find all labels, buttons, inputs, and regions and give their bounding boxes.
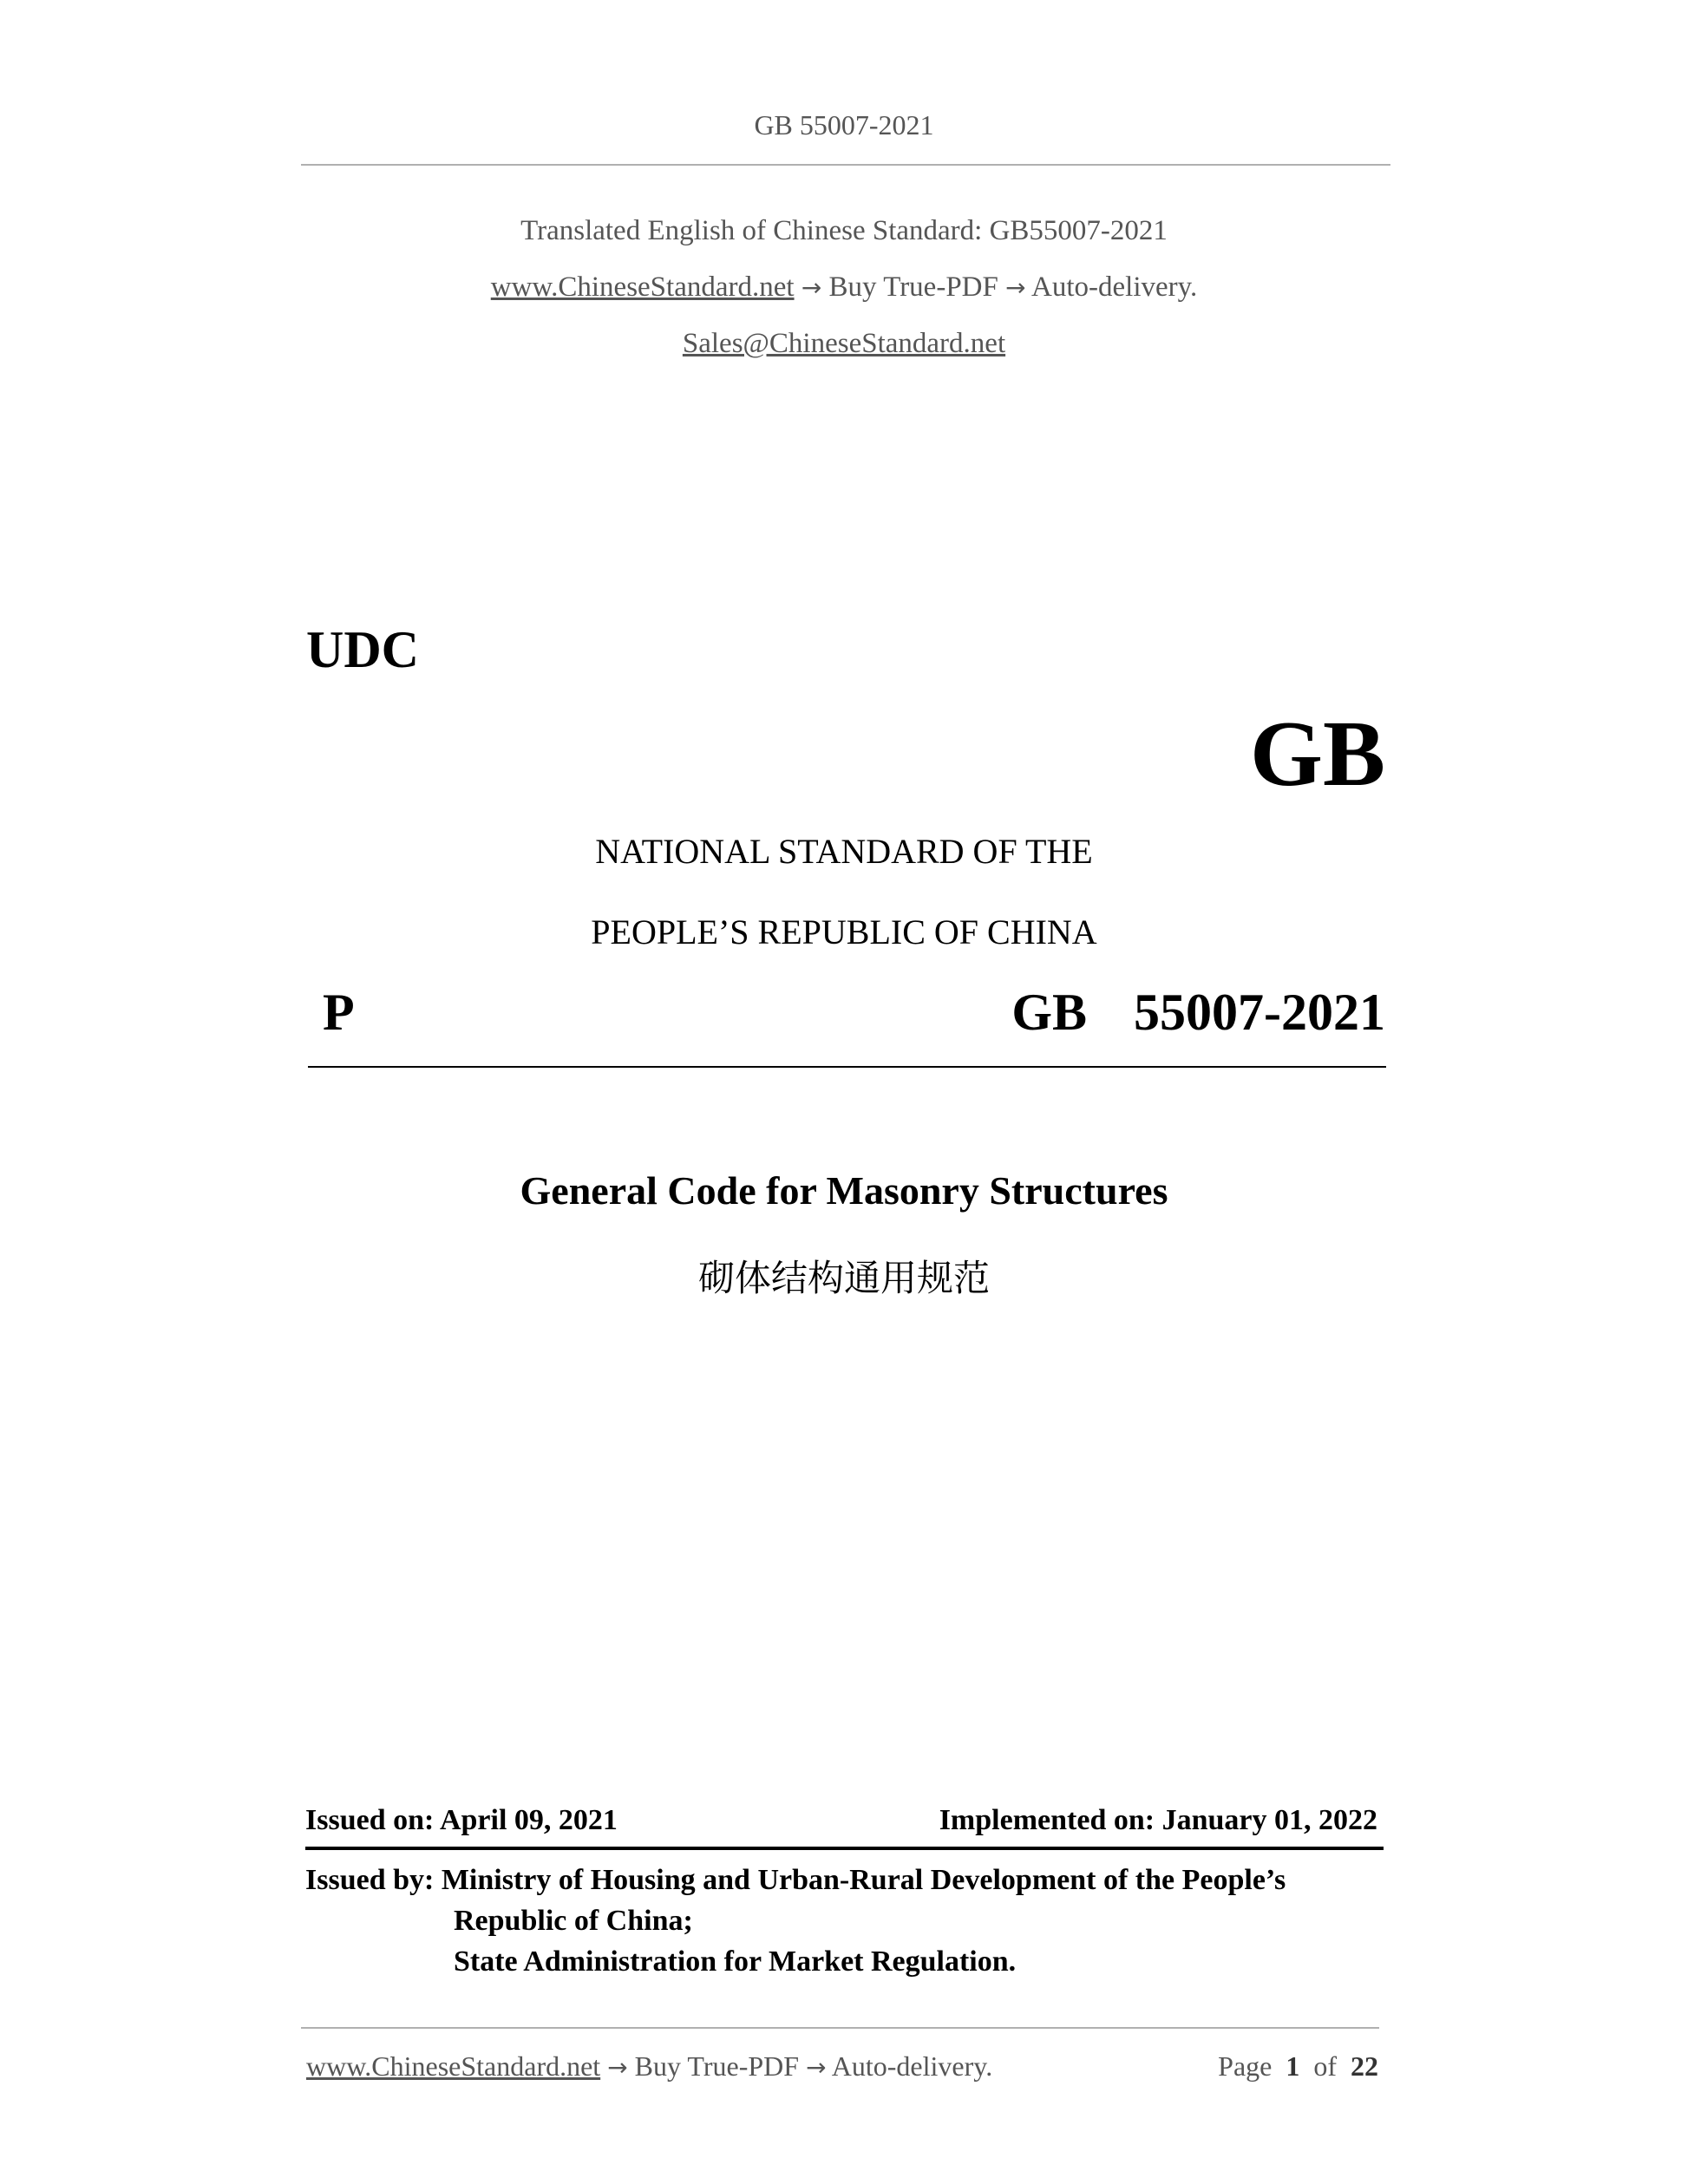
- page-label: Page: [1218, 2050, 1273, 2082]
- of-label: of: [1313, 2050, 1337, 2082]
- buy-true-pdf-text: Buy True-PDF: [828, 271, 998, 303]
- page-total: 22: [1351, 2050, 1378, 2082]
- arrow-right-icon: →: [607, 2053, 628, 2082]
- arrow-right-icon: →: [1005, 273, 1026, 302]
- issuer-line-1: Ministry of Housing and Urban-Rural Development of the People’s: [441, 1864, 1286, 1896]
- issued-by-block: [305, 1860, 1398, 1982]
- national-standard-line-1: NATIONAL STANDARD OF THE: [595, 832, 1093, 871]
- sales-email-link[interactable]: Sales@ChineseStandard.net: [682, 328, 1006, 359]
- issuance-divider: [305, 1847, 1384, 1850]
- issued-on-date: Issued on: April 09, 2021: [305, 1804, 618, 1836]
- arrow-right-icon: →: [801, 273, 822, 302]
- footer-divider: [301, 2027, 1379, 2029]
- standard-number: GB 55007-2021: [1011, 984, 1385, 1041]
- footer-website-link[interactable]: www.ChineseStandard.net: [306, 2050, 601, 2082]
- website-link[interactable]: www.ChineseStandard.net: [490, 271, 795, 303]
- auto-delivery-text: Auto-delivery.: [1031, 271, 1198, 303]
- document-title-chinese: 砌体结构通用规范: [697, 1257, 990, 1299]
- national-standard-line-2: PEOPLE’S REPUBLIC OF CHINA: [591, 912, 1097, 951]
- issued-by-label: Issued by:: [305, 1864, 435, 1896]
- footer-buy-line: [306, 2050, 992, 2083]
- document-title-english: General Code for Masonry Structures: [520, 1168, 1168, 1213]
- translation-note: Translated English of Chinese Standard: GB55007-2021: [520, 215, 1168, 246]
- arrow-right-icon: →: [806, 2053, 827, 2082]
- standard-number-divider: [308, 1066, 1386, 1068]
- footer-auto-delivery-text: Auto-delivery.: [831, 2050, 993, 2082]
- gb-mark: GB: [1249, 703, 1385, 806]
- header-divider: [301, 164, 1390, 166]
- issuer-line-2: Republic of China;: [454, 1905, 693, 1937]
- running-header-title: GB 55007-2021: [754, 109, 934, 141]
- buy-line: [0, 271, 1688, 304]
- implemented-on-date: Implemented on: January 01, 2022: [939, 1804, 1377, 1836]
- udc-label: UDC: [306, 621, 419, 678]
- classification-code: P: [323, 984, 355, 1041]
- sales-email-line: [0, 328, 1688, 360]
- issuer-line-3: State Administration for Market Regulation.: [454, 1945, 1017, 1978]
- page-number: 1: [1286, 2050, 1300, 2082]
- footer-buy-true-pdf-text: Buy True-PDF: [634, 2050, 800, 2082]
- page-indicator: [1218, 2050, 1378, 2083]
